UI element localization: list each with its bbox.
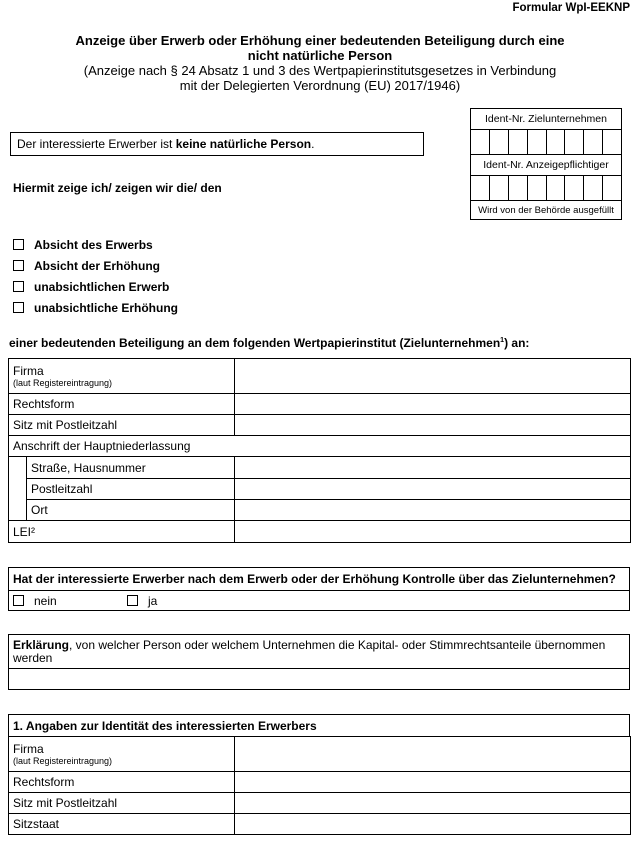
input-lei[interactable] xyxy=(235,521,631,543)
footnote-marker: 1 xyxy=(500,337,505,344)
label-firma xyxy=(9,359,235,394)
ident-cell[interactable] xyxy=(509,176,528,200)
checkbox-icon[interactable] xyxy=(13,595,24,606)
target-company-table xyxy=(8,358,631,543)
declaration-rest: , von welcher Person oder welchem Unternehmen die Kapital- oder Stimmrechtsanteile übernommen werden xyxy=(13,638,606,665)
label-acq-firma-text: Firma xyxy=(13,742,44,756)
ident-number-box xyxy=(470,108,622,220)
acquirer-statement-suffix: . xyxy=(311,137,315,151)
declaration-bold: Erklärung xyxy=(13,638,70,652)
target-intro-text: einer bedeutenden Beteiligung an dem folgenden Wertpapierinstitut (Zielunternehmen xyxy=(9,336,501,350)
ident-cell[interactable] xyxy=(603,130,621,154)
ident-cell[interactable] xyxy=(584,176,603,200)
label-ort: Ort xyxy=(27,500,235,521)
ident-cell[interactable] xyxy=(528,130,547,154)
input-plz[interactable] xyxy=(235,479,631,500)
ident-cell[interactable] xyxy=(547,176,566,200)
ident-cell[interactable] xyxy=(565,176,584,200)
control-question: Hat der interessierte Erwerber nach dem Erwerb oder der Erhöhung Kontrolle über das Zielunternehmen? xyxy=(9,568,629,591)
checkbox-icon[interactable] xyxy=(13,281,24,292)
answer-yes-label: ja xyxy=(148,594,158,608)
label-acq-sitz: Sitz mit Postleitzahl xyxy=(9,793,235,814)
answer-no-label: nein xyxy=(34,594,57,608)
label-acq-firma-note: (laut Registereintragung) xyxy=(13,756,113,766)
ident-notifier-cells[interactable] xyxy=(471,176,621,201)
option-unintended-increase[interactable] xyxy=(13,300,178,321)
acquirer-identity-table xyxy=(8,736,631,835)
ident-cell[interactable] xyxy=(471,176,490,200)
answer-no[interactable] xyxy=(13,594,57,608)
title-line-2: nicht natürliche Person xyxy=(247,48,393,63)
label-acq-sitzstaat: Sitzstaat xyxy=(9,814,235,835)
ident-cell[interactable] xyxy=(584,130,603,154)
ident-footer: Wird von der Behörde ausgefüllt xyxy=(478,205,614,216)
option-unintended-acquisition[interactable] xyxy=(13,279,178,300)
label-acq-firma xyxy=(9,737,235,772)
label-strasse: Straße, Hausnummer xyxy=(27,457,235,479)
checkbox-icon[interactable] xyxy=(127,595,138,606)
option-label: unabsichtliche Erhöhung xyxy=(34,301,179,315)
option-label: Absicht des Erwerbs xyxy=(34,238,153,252)
ident-cell[interactable] xyxy=(565,130,584,154)
declaration-box xyxy=(8,634,630,690)
answer-yes[interactable] xyxy=(127,591,157,611)
indent-cell xyxy=(9,457,27,521)
checkbox-icon[interactable] xyxy=(13,260,24,271)
target-intro-suffix: ) an: xyxy=(504,336,530,350)
input-acq-rechtsform[interactable] xyxy=(235,772,631,793)
declaration-text xyxy=(9,635,629,669)
ident-cell[interactable] xyxy=(547,130,566,154)
ident-notifier-label: Ident-Nr. Anzeigepflichtiger xyxy=(471,155,621,176)
form-id: Formular WpI-EEKNP xyxy=(512,2,630,14)
document-title xyxy=(40,33,600,93)
input-ort[interactable] xyxy=(235,500,631,521)
checkbox-icon[interactable] xyxy=(13,302,24,313)
label-firma-text: Firma xyxy=(13,364,44,378)
ident-cell[interactable] xyxy=(490,130,509,154)
option-list xyxy=(13,237,178,321)
label-anschrift: Anschrift der Hauptniederlassung xyxy=(9,436,631,457)
acquirer-statement xyxy=(10,132,424,156)
label-lei: LEI² xyxy=(9,521,235,543)
acquirer-statement-emphasis: keine natürliche Person xyxy=(175,137,312,151)
notice-intro: Hiermit zeige ich/ zeigen wir die/ den xyxy=(13,181,222,195)
label-firma-note: (laut Registereintragung) xyxy=(13,378,113,388)
subtitle-line-1: (Anzeige nach § 24 Absatz 1 und 3 des Wertpapierinstitutsgesetzes in Verbindung xyxy=(83,63,557,78)
ident-cell[interactable] xyxy=(528,176,547,200)
ident-target-label: Ident-Nr. Zielunternehmen xyxy=(471,109,621,130)
ident-cell[interactable] xyxy=(490,176,509,200)
ident-cell[interactable] xyxy=(509,130,528,154)
option-intent-acquisition[interactable] xyxy=(13,237,178,258)
title-line-1: Anzeige über Erwerb oder Erhöhung einer bedeutenden Beteiligung durch eine xyxy=(75,33,565,48)
subtitle-line-2: mit der Delegierten Verordnung (EU) 2017/1946) xyxy=(179,78,461,93)
option-intent-increase[interactable] xyxy=(13,258,178,279)
control-answers xyxy=(9,591,629,611)
input-strasse[interactable] xyxy=(235,457,631,479)
control-question-box xyxy=(8,567,630,611)
input-acq-sitz[interactable] xyxy=(235,793,631,814)
input-acq-firma[interactable] xyxy=(235,737,631,772)
input-sitz[interactable] xyxy=(235,415,631,436)
acquirer-statement-prefix: Der interessierte Erwerber ist xyxy=(17,137,176,151)
label-acq-rechtsform: Rechtsform xyxy=(9,772,235,793)
target-intro xyxy=(9,336,529,350)
input-acq-sitzstaat[interactable] xyxy=(235,814,631,835)
input-firma[interactable] xyxy=(235,359,631,394)
label-plz: Postleitzahl xyxy=(27,479,235,500)
ident-cell[interactable] xyxy=(471,130,490,154)
checkbox-icon[interactable] xyxy=(13,239,24,250)
input-rechtsform[interactable] xyxy=(235,394,631,415)
section1-heading: 1. Angaben zur Identität des interessierten Erwerbers xyxy=(8,714,630,736)
label-sitz: Sitz mit Postleitzahl xyxy=(9,415,235,436)
ident-target-cells[interactable] xyxy=(471,130,621,155)
ident-cell[interactable] xyxy=(603,176,621,200)
label-rechtsform: Rechtsform xyxy=(9,394,235,415)
declaration-input[interactable] xyxy=(9,669,629,689)
option-label: unabsichtlichen Erwerb xyxy=(34,280,170,294)
option-label: Absicht der Erhöhung xyxy=(34,259,160,273)
